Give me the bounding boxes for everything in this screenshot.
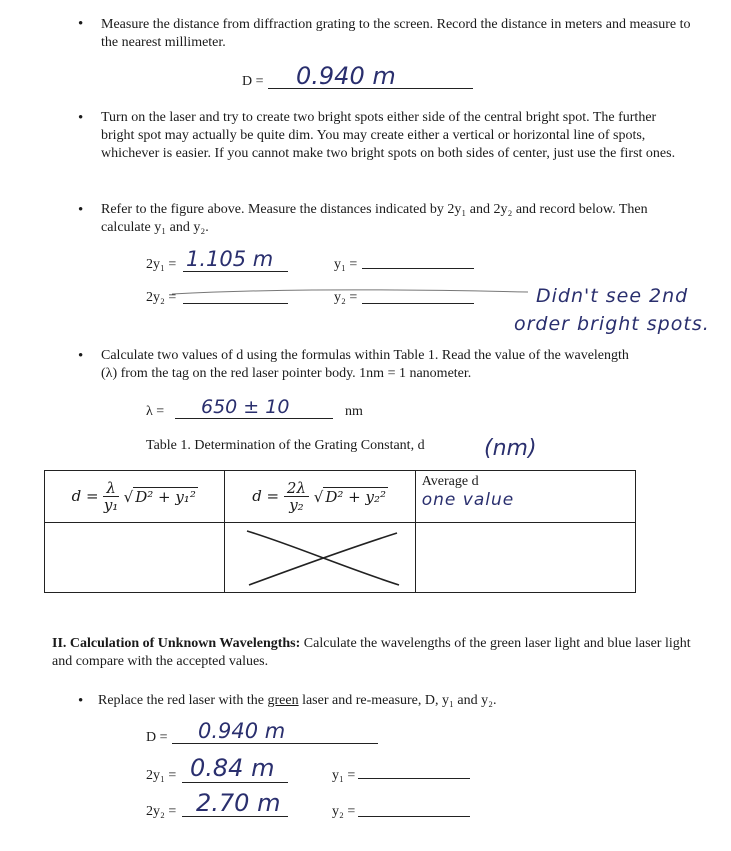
green-y1-underline: [358, 778, 470, 779]
bullet-4: •: [78, 348, 84, 364]
crossed-out-mark: [243, 525, 403, 591]
y2-underline: [362, 303, 474, 304]
section-2-description: Calculate the wavelengths of the green laser light and blue laser light and compare with the accepted values.: [52, 636, 691, 669]
grating-table: [44, 470, 636, 593]
green-y2-label: y₂ =: [332, 804, 356, 819]
d-value: 0.940 m: [296, 62, 396, 90]
green-two-y1-value: 0.84 m: [190, 754, 275, 782]
green-two-y2-value: 2.70 m: [196, 789, 281, 817]
table-unit-note: (nm): [484, 436, 537, 461]
instruction-2: Turn on the laser and try to create two bright spots either side of the central bright spot. The further bright spot may actually be quite dim. You may create either a vertical or horizontal line of spots, whichever is easier. If you cannot make two bright spots on both sides of center, just use the first ones.: [101, 110, 676, 161]
d1-symbol: d =: [71, 486, 99, 505]
instruction-5-pre: Replace the red laser with the: [98, 693, 268, 708]
bullet-1: •: [78, 16, 84, 32]
bullet-5: •: [78, 693, 84, 709]
green-d-label: D =: [146, 730, 168, 745]
average-label: Average d: [421, 474, 479, 489]
table-header-average: [415, 471, 635, 523]
d2-denominator: y₂: [289, 496, 304, 514]
two-y1-underline: [183, 271, 288, 272]
lambda-unit: nm: [345, 404, 363, 419]
green-y1-label: y₁ =: [332, 768, 356, 783]
section-2-title: II. Calculation of Unknown Wavelengths:: [52, 636, 301, 651]
d2-numerator: 2λ: [284, 480, 309, 497]
y2-label: y₂ =: [334, 290, 358, 305]
bullet-3: •: [78, 202, 84, 218]
two-y1-label: 2y₁ =: [146, 257, 177, 272]
instruction-1: Measure the distance from diffraction grating to the screen. Record the distance in meters and measure to the nearest millimeter.: [101, 17, 691, 50]
table-header-d1: d = $\frac{\lambda}{\text{y₁}}$ √ D² + y₁²: [45, 471, 225, 523]
lambda-value: 650 ± 10: [201, 396, 290, 418]
d1-numerator: λ: [103, 480, 119, 497]
instruction-5: [98, 692, 698, 710]
two-y2-label: 2y₂ =: [146, 290, 177, 305]
green-two-y2-label: 2y₂ =: [146, 804, 177, 819]
d1-denominator: y₁: [103, 496, 119, 514]
instruction-4: Calculate two values of d using the formulas within Table 1. Read the value of the wavelength (λ) from the tag on the red laser pointer body. 1nm = 1 nanometer.: [101, 348, 629, 381]
lambda-label: λ =: [146, 404, 165, 419]
note-line-1: Didn't see 2nd: [536, 285, 689, 307]
note-line-2: order bright spots.: [514, 313, 710, 335]
table-cell-d2: [225, 523, 415, 593]
table-header-d2: d = $\frac{2\lambda}{\text{y₂}}$ √ D² + y₂²: [225, 471, 415, 523]
y1-label: y₁ =: [334, 257, 358, 272]
d-label: D =: [242, 74, 264, 89]
d2-radicand: D² + y₂²: [325, 487, 386, 506]
instruction-5-post: laser and re-measure, D, y₁ and y₂.: [298, 693, 497, 708]
table-cell-average[interactable]: [415, 523, 635, 593]
two-y1-value: 1.105 m: [186, 247, 274, 271]
bullet-2: •: [78, 110, 84, 126]
green-d-value: 0.940 m: [198, 719, 286, 743]
section-2-heading: [52, 635, 692, 671]
green-two-y1-underline: [182, 782, 288, 783]
average-note: one value: [421, 490, 515, 510]
instruction-3: Refer to the figure above. Measure the distances indicated by 2y₁ and 2y₂ and record below. Then calculate y₁ and y₂.: [101, 202, 648, 235]
d1-radicand: D² + y₁²: [135, 487, 196, 506]
d2-symbol: d =: [252, 486, 280, 505]
table-caption: Table 1. Determination of the Grating Constant, d: [146, 438, 425, 453]
y1-underline: [362, 268, 474, 269]
green-two-y1-label: 2y₁ =: [146, 768, 177, 783]
green-d-underline: [172, 743, 378, 744]
instruction-5-green: green: [267, 693, 299, 708]
two-y2-underline: [183, 303, 288, 304]
table-cell-d1[interactable]: [45, 523, 225, 593]
lambda-underline: [175, 418, 333, 419]
green-y2-underline: [358, 816, 470, 817]
